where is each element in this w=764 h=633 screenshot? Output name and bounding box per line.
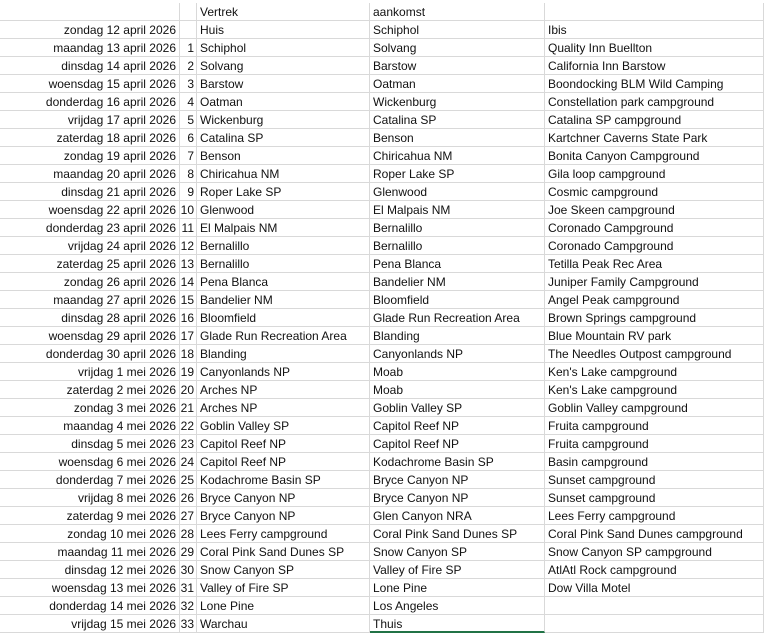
table-row — [0, 291, 764, 309]
table-row — [0, 93, 764, 111]
vertrek-cell[interactable]: Bernalillo — [197, 237, 370, 255]
table-row — [0, 327, 764, 345]
aankomst-cell[interactable]: Blanding — [370, 327, 545, 345]
date-cell[interactable]: vrijdag 17 april 2026 — [0, 111, 180, 129]
date-cell[interactable]: donderdag 23 april 2026 — [0, 219, 180, 237]
day-number-cell[interactable]: 14 — [180, 273, 197, 291]
table-row — [0, 471, 764, 489]
vertrek-cell[interactable]: Snow Canyon SP — [197, 561, 370, 579]
date-cell[interactable]: zaterdag 18 april 2026 — [0, 129, 180, 147]
overnachting-cell[interactable]: Goblin Valley campground — [545, 399, 764, 417]
day-number-cell[interactable]: 20 — [180, 381, 197, 399]
vertrek-cell[interactable]: Warchau — [197, 615, 370, 633]
header-stay-cell[interactable] — [545, 3, 764, 21]
table-row — [0, 57, 764, 75]
date-cell[interactable]: zondag 12 april 2026 — [0, 21, 180, 39]
overnachting-cell[interactable]: Boondocking BLM Wild Camping — [545, 75, 764, 93]
overnachting-cell[interactable]: Ken's Lake campground — [545, 363, 764, 381]
aankomst-cell[interactable]: Bryce Canyon NP — [370, 471, 545, 489]
day-number-cell[interactable]: 2 — [180, 57, 197, 75]
vertrek-cell[interactable]: Blanding — [197, 345, 370, 363]
date-cell[interactable]: woensdag 6 mei 2026 — [0, 453, 180, 471]
overnachting-cell[interactable]: Lees Ferry campground — [545, 507, 764, 525]
table-row — [0, 237, 764, 255]
aankomst-cell[interactable]: Oatman — [370, 75, 545, 93]
overnachting-cell[interactable]: Juniper Family Campground — [545, 273, 764, 291]
aankomst-cell[interactable]: Glenwood — [370, 183, 545, 201]
aankomst-cell[interactable]: Thuis — [370, 615, 545, 633]
aankomst-cell[interactable]: Schiphol — [370, 21, 545, 39]
date-cell[interactable]: donderdag 30 april 2026 — [0, 345, 180, 363]
overnachting-cell[interactable]: Coral Pink Sand Dunes campground — [545, 525, 764, 543]
table-row — [0, 435, 764, 453]
vertrek-cell[interactable]: Bernalillo — [197, 255, 370, 273]
day-number-cell[interactable]: 21 — [180, 399, 197, 417]
day-number-cell[interactable]: 32 — [180, 597, 197, 615]
aankomst-cell[interactable]: Catalina SP — [370, 111, 545, 129]
aankomst-cell[interactable]: Bryce Canyon NP — [370, 489, 545, 507]
date-cell[interactable]: zondag 10 mei 2026 — [0, 525, 180, 543]
aankomst-cell[interactable]: Bernalillo — [370, 219, 545, 237]
day-number-cell[interactable]: 25 — [180, 471, 197, 489]
date-cell[interactable]: vrijdag 1 mei 2026 — [0, 363, 180, 381]
day-number-cell[interactable]: 11 — [180, 219, 197, 237]
date-cell[interactable]: dinsdag 12 mei 2026 — [0, 561, 180, 579]
day-number-cell[interactable]: 31 — [180, 579, 197, 597]
overnachting-cell[interactable]: Coronado Campground — [545, 237, 764, 255]
aankomst-cell[interactable]: Barstow — [370, 57, 545, 75]
aankomst-cell[interactable]: Pena Blanca — [370, 255, 545, 273]
overnachting-cell[interactable]: AtlAtl Rock campground — [545, 561, 764, 579]
overnachting-cell[interactable]: Blue Mountain RV park — [545, 327, 764, 345]
overnachting-cell[interactable]: Coronado Campground — [545, 219, 764, 237]
overnachting-cell[interactable]: Gila loop campground — [545, 165, 764, 183]
day-number-cell[interactable]: 23 — [180, 435, 197, 453]
day-number-cell[interactable]: 26 — [180, 489, 197, 507]
overnachting-cell[interactable] — [545, 615, 764, 633]
header-row — [0, 3, 764, 21]
header-num-cell[interactable] — [180, 3, 197, 21]
day-number-cell[interactable]: 7 — [180, 147, 197, 165]
date-cell[interactable]: donderdag 14 mei 2026 — [0, 597, 180, 615]
overnachting-cell[interactable]: Joe Skeen campground — [545, 201, 764, 219]
date-cell[interactable]: zondag 26 april 2026 — [0, 273, 180, 291]
header-date-cell[interactable] — [0, 3, 180, 21]
date-cell[interactable]: maandag 11 mei 2026 — [0, 543, 180, 561]
table-row — [0, 579, 764, 597]
aankomst-cell[interactable]: Los Angeles — [370, 597, 545, 615]
table-row — [0, 363, 764, 381]
table-row — [0, 129, 764, 147]
vertrek-cell[interactable]: Roper Lake SP — [197, 183, 370, 201]
overnachting-cell[interactable] — [545, 597, 764, 615]
date-cell[interactable]: vrijdag 24 april 2026 — [0, 237, 180, 255]
day-number-cell[interactable]: 22 — [180, 417, 197, 435]
vertrek-cell[interactable]: Solvang — [197, 57, 370, 75]
date-cell[interactable]: woensdag 15 april 2026 — [0, 75, 180, 93]
table-row — [0, 75, 764, 93]
day-number-cell[interactable]: 1 — [180, 39, 197, 57]
header-vertrek-cell[interactable]: Vertrek — [197, 3, 370, 21]
vertrek-cell[interactable]: Barstow — [197, 75, 370, 93]
overnachting-cell[interactable]: Fruita campground — [545, 417, 764, 435]
vertrek-cell[interactable]: Bryce Canyon NP — [197, 489, 370, 507]
table-row — [0, 273, 764, 291]
aankomst-cell[interactable]: Wickenburg — [370, 93, 545, 111]
vertrek-cell[interactable]: Arches NP — [197, 399, 370, 417]
day-number-cell[interactable]: 6 — [180, 129, 197, 147]
table-row — [0, 345, 764, 363]
table-row — [0, 489, 764, 507]
day-number-cell[interactable]: 12 — [180, 237, 197, 255]
table-row — [0, 381, 764, 399]
day-number-cell[interactable]: 4 — [180, 93, 197, 111]
overnachting-cell[interactable]: Ibis — [545, 21, 764, 39]
overnachting-cell[interactable]: The Needles Outpost campground — [545, 345, 764, 363]
vertrek-cell[interactable]: Chiricahua NM — [197, 165, 370, 183]
table-row — [0, 255, 764, 273]
aankomst-cell[interactable]: Bandelier NM — [370, 273, 545, 291]
aankomst-cell[interactable]: Glen Canyon NRA — [370, 507, 545, 525]
overnachting-cell[interactable]: Tetilla Peak Rec Area — [545, 255, 764, 273]
day-number-cell[interactable]: 13 — [180, 255, 197, 273]
day-number-cell[interactable]: 3 — [180, 75, 197, 93]
date-cell[interactable]: vrijdag 15 mei 2026 — [0, 615, 180, 633]
date-cell[interactable]: donderdag 7 mei 2026 — [0, 471, 180, 489]
table-row — [0, 183, 764, 201]
day-number-cell[interactable]: 17 — [180, 327, 197, 345]
date-cell[interactable]: woensdag 22 april 2026 — [0, 201, 180, 219]
aankomst-cell[interactable]: Roper Lake SP — [370, 165, 545, 183]
day-number-cell[interactable]: 24 — [180, 453, 197, 471]
overnachting-cell[interactable]: Brown Springs campground — [545, 309, 764, 327]
overnachting-cell[interactable]: Sunset campground — [545, 489, 764, 507]
table-row — [0, 111, 764, 129]
aankomst-cell[interactable]: Kodachrome Basin SP — [370, 453, 545, 471]
date-cell[interactable]: maandag 20 april 2026 — [0, 165, 180, 183]
aankomst-cell[interactable]: Goblin Valley SP — [370, 399, 545, 417]
vertrek-cell[interactable]: Pena Blanca — [197, 273, 370, 291]
overnachting-cell[interactable]: California Inn Barstow — [545, 57, 764, 75]
overnachting-cell[interactable]: Sunset campground — [545, 471, 764, 489]
aankomst-cell[interactable]: Lone Pine — [370, 579, 545, 597]
table-row — [0, 525, 764, 543]
vertrek-cell[interactable]: Coral Pink Sand Dunes SP — [197, 543, 370, 561]
vertrek-cell[interactable]: Huis — [197, 21, 370, 39]
aankomst-cell[interactable]: Capitol Reef NP — [370, 417, 545, 435]
vertrek-cell[interactable]: Valley of Fire SP — [197, 579, 370, 597]
day-number-cell[interactable]: 29 — [180, 543, 197, 561]
vertrek-cell[interactable]: Oatman — [197, 93, 370, 111]
overnachting-cell[interactable]: Angel Peak campground — [545, 291, 764, 309]
table-row — [0, 219, 764, 237]
day-number-cell[interactable]: 19 — [180, 363, 197, 381]
overnachting-cell[interactable]: Bonita Canyon Campground — [545, 147, 764, 165]
overnachting-cell[interactable]: Snow Canyon SP campground — [545, 543, 764, 561]
table-row — [0, 309, 764, 327]
vertrek-cell[interactable]: Catalina SP — [197, 129, 370, 147]
overnachting-cell[interactable]: Quality Inn Buellton — [545, 39, 764, 57]
aankomst-cell[interactable]: Solvang — [370, 39, 545, 57]
aankomst-cell[interactable]: Bloomfield — [370, 291, 545, 309]
aankomst-cell[interactable]: Canyonlands NP — [370, 345, 545, 363]
vertrek-cell[interactable]: Goblin Valley SP — [197, 417, 370, 435]
day-number-cell[interactable]: 9 — [180, 183, 197, 201]
aankomst-cell[interactable]: Chiricahua NM — [370, 147, 545, 165]
day-number-cell[interactable]: 10 — [180, 201, 197, 219]
vertrek-cell[interactable]: Glenwood — [197, 201, 370, 219]
vertrek-cell[interactable]: Bryce Canyon NP — [197, 507, 370, 525]
table-row — [0, 597, 764, 615]
aankomst-cell[interactable]: Benson — [370, 129, 545, 147]
table-row — [0, 453, 764, 471]
vertrek-cell[interactable]: Bloomfield — [197, 309, 370, 327]
aankomst-cell[interactable]: Coral Pink Sand Dunes SP — [370, 525, 545, 543]
date-cell[interactable]: dinsdag 28 april 2026 — [0, 309, 180, 327]
table-row — [0, 543, 764, 561]
vertrek-cell[interactable]: Glade Run Recreation Area — [197, 327, 370, 345]
overnachting-cell[interactable]: Kartchner Caverns State Park — [545, 129, 764, 147]
vertrek-cell[interactable]: Arches NP — [197, 381, 370, 399]
vertrek-cell[interactable]: Canyonlands NP — [197, 363, 370, 381]
table-row — [0, 39, 764, 57]
table-row — [0, 165, 764, 183]
day-number-cell[interactable]: 30 — [180, 561, 197, 579]
vertrek-cell[interactable]: Wickenburg — [197, 111, 370, 129]
header-aankomst-cell[interactable]: aankomst — [370, 3, 545, 21]
date-cell[interactable]: zaterdag 2 mei 2026 — [0, 381, 180, 399]
date-cell[interactable]: zaterdag 25 april 2026 — [0, 255, 180, 273]
aankomst-cell[interactable]: Valley of Fire SP — [370, 561, 545, 579]
vertrek-cell[interactable]: Kodachrome Basin SP — [197, 471, 370, 489]
day-number-cell[interactable]: 16 — [180, 309, 197, 327]
day-number-cell[interactable]: 8 — [180, 165, 197, 183]
overnachting-cell[interactable]: Constellation park campground — [545, 93, 764, 111]
overnachting-cell[interactable]: Ken's Lake campground — [545, 381, 764, 399]
overnachting-cell[interactable]: Dow Villa Motel — [545, 579, 764, 597]
overnachting-cell[interactable]: Basin campground — [545, 453, 764, 471]
table-row — [0, 561, 764, 579]
aankomst-cell[interactable]: Moab — [370, 363, 545, 381]
table-row — [0, 417, 764, 435]
overnachting-cell[interactable]: Cosmic campground — [545, 183, 764, 201]
date-cell[interactable]: woensdag 29 april 2026 — [0, 327, 180, 345]
date-cell[interactable]: dinsdag 14 april 2026 — [0, 57, 180, 75]
date-cell[interactable]: maandag 27 april 2026 — [0, 291, 180, 309]
table-row — [0, 201, 764, 219]
date-cell[interactable]: maandag 4 mei 2026 — [0, 417, 180, 435]
table-row — [0, 507, 764, 525]
day-number-cell[interactable] — [180, 21, 197, 39]
vertrek-cell[interactable]: Bandelier NM — [197, 291, 370, 309]
vertrek-cell[interactable]: Capitol Reef NP — [197, 453, 370, 471]
aankomst-cell[interactable]: Bernalillo — [370, 237, 545, 255]
date-cell[interactable]: woensdag 13 mei 2026 — [0, 579, 180, 597]
day-number-cell[interactable]: 27 — [180, 507, 197, 525]
vertrek-cell[interactable]: Lone Pine — [197, 597, 370, 615]
date-cell[interactable]: donderdag 16 april 2026 — [0, 93, 180, 111]
table-row — [0, 615, 764, 633]
date-cell[interactable]: dinsdag 5 mei 2026 — [0, 435, 180, 453]
aankomst-cell[interactable]: Moab — [370, 381, 545, 399]
day-number-cell[interactable]: 28 — [180, 525, 197, 543]
vertrek-cell[interactable]: Benson — [197, 147, 370, 165]
date-cell[interactable]: vrijdag 8 mei 2026 — [0, 489, 180, 507]
date-cell[interactable]: zaterdag 9 mei 2026 — [0, 507, 180, 525]
overnachting-cell[interactable]: Catalina SP campground — [545, 111, 764, 129]
table-row — [0, 21, 764, 39]
vertrek-cell[interactable]: Capitol Reef NP — [197, 435, 370, 453]
aankomst-cell[interactable]: Glade Run Recreation Area — [370, 309, 545, 327]
date-cell[interactable]: dinsdag 21 april 2026 — [0, 183, 180, 201]
day-number-cell[interactable]: 15 — [180, 291, 197, 309]
aankomst-cell[interactable]: Capitol Reef NP — [370, 435, 545, 453]
table-row — [0, 147, 764, 165]
day-number-cell[interactable]: 5 — [180, 111, 197, 129]
vertrek-cell[interactable]: Schiphol — [197, 39, 370, 57]
table-row — [0, 399, 764, 417]
vertrek-cell[interactable]: El Malpais NM — [197, 219, 370, 237]
vertrek-cell[interactable]: Lees Ferry campground — [197, 525, 370, 543]
date-cell[interactable]: zondag 19 april 2026 — [0, 147, 180, 165]
date-cell[interactable]: maandag 13 april 2026 — [0, 39, 180, 57]
overnachting-cell[interactable]: Fruita campground — [545, 435, 764, 453]
day-number-cell[interactable]: 18 — [180, 345, 197, 363]
day-number-cell[interactable]: 33 — [180, 615, 197, 633]
date-cell[interactable]: zondag 3 mei 2026 — [0, 399, 180, 417]
aankomst-cell[interactable]: El Malpais NM — [370, 201, 545, 219]
aankomst-cell[interactable]: Snow Canyon SP — [370, 543, 545, 561]
